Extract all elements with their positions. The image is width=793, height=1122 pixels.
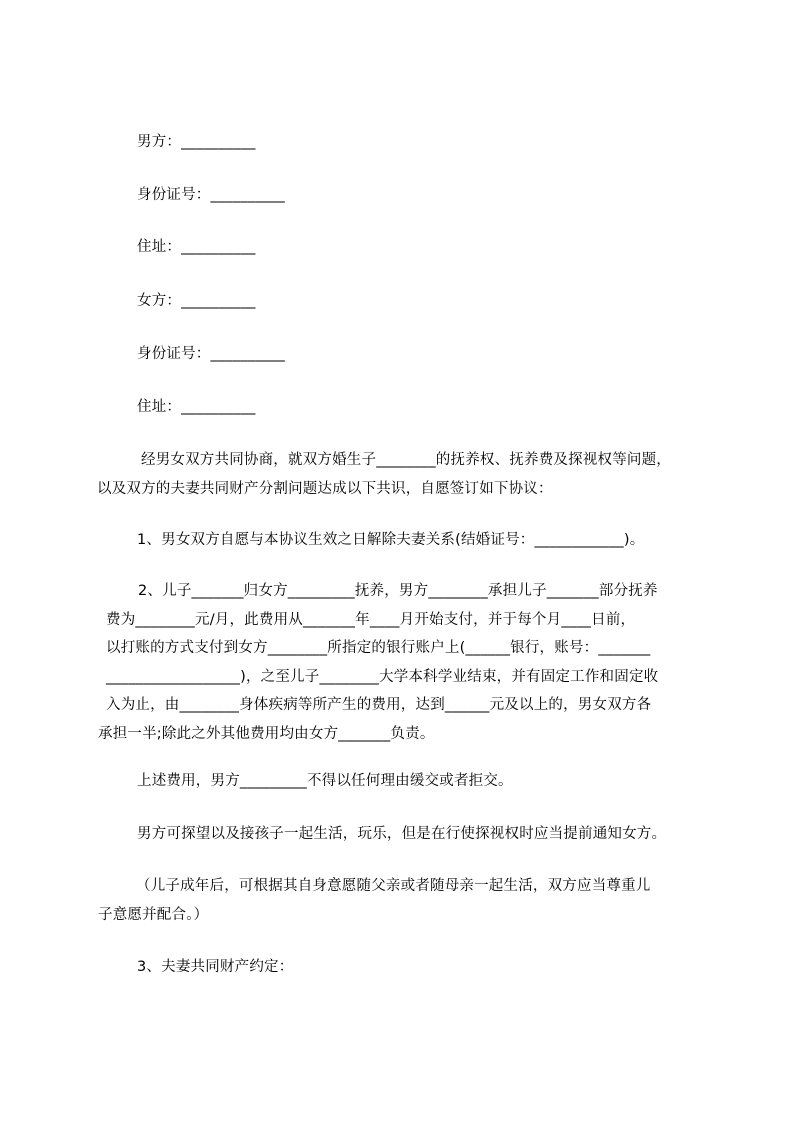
intro-line: 经男女双方共同协商，就双方婚生子________的抚养权、抚养费及探视权等问题， (141, 452, 671, 468)
clause-3: 3、夫妻共同财产约定： (137, 959, 294, 975)
adult-note (98, 872, 651, 929)
field-blank: __________ (181, 399, 256, 415)
husband-field (137, 132, 256, 152)
field-label: 身份证号： (137, 346, 211, 362)
intro-paragraph (97, 446, 671, 503)
clause-2-line: 以打账的方式支付到女方________所指定的银行账户上(______银行，账号：_______ (106, 640, 651, 656)
adult-note-line: 子意愿并配合。） (98, 906, 209, 923)
field-label: 住址： (137, 399, 182, 415)
clause-1: 1、男女双方自愿与本协议生效之日解除夫妻关系(结婚证号：____________)。 (137, 532, 645, 548)
husband-address-field (137, 237, 256, 257)
clause-2 (98, 577, 658, 748)
fee-note: 上述费用，男方_________不得以任何理由缓交或者拒交。 (137, 773, 513, 789)
field-label: 身份证号： (137, 187, 211, 203)
intro-line: 以及双方的夫妻共同财产分割问题达成以下共识，自愿签订如下协议： (97, 480, 553, 497)
clause-2-line: 2、儿子_______归女方_________抚养，男方________承担儿子_______部分抚养 (138, 583, 658, 599)
field-blank: __________ (181, 134, 256, 150)
field-blank: __________ (181, 293, 256, 309)
clause-2-line: 费为________元/月，此费用从_______年____月开始支付，并于每个月____日前， (106, 611, 636, 628)
wife-field (137, 291, 256, 311)
adult-note-line: （儿子成年后，可根据其自身意愿随父亲或者随母亲一起生活，双方应当尊重儿 (136, 878, 651, 894)
visitation-note: 男方可探望以及接孩子一起生活，玩乐，但是在行使探视权时应当提前通知女方。 (137, 826, 667, 842)
field-label: 男方： (137, 134, 182, 150)
wife-id-field (137, 344, 285, 364)
clause-2-line: 入为止，由________身体疾病等所产生的费用，达到______元及以上的，男女双方各 (106, 697, 652, 713)
field-blank: __________ (210, 187, 285, 203)
husband-id-field (137, 185, 285, 205)
wife-address-field (137, 397, 256, 417)
clause-2-line: __________________)，之至儿子________大学本科学业结束，并有固定工作和固定收 (106, 668, 659, 685)
field-blank: __________ (181, 239, 256, 255)
clause-2-line: 承担一半;除此之外其他费用均由女方_______负责。 (98, 725, 435, 742)
field-label: 住址： (137, 239, 182, 255)
field-blank: __________ (210, 346, 285, 362)
field-label: 女方： (137, 293, 182, 309)
